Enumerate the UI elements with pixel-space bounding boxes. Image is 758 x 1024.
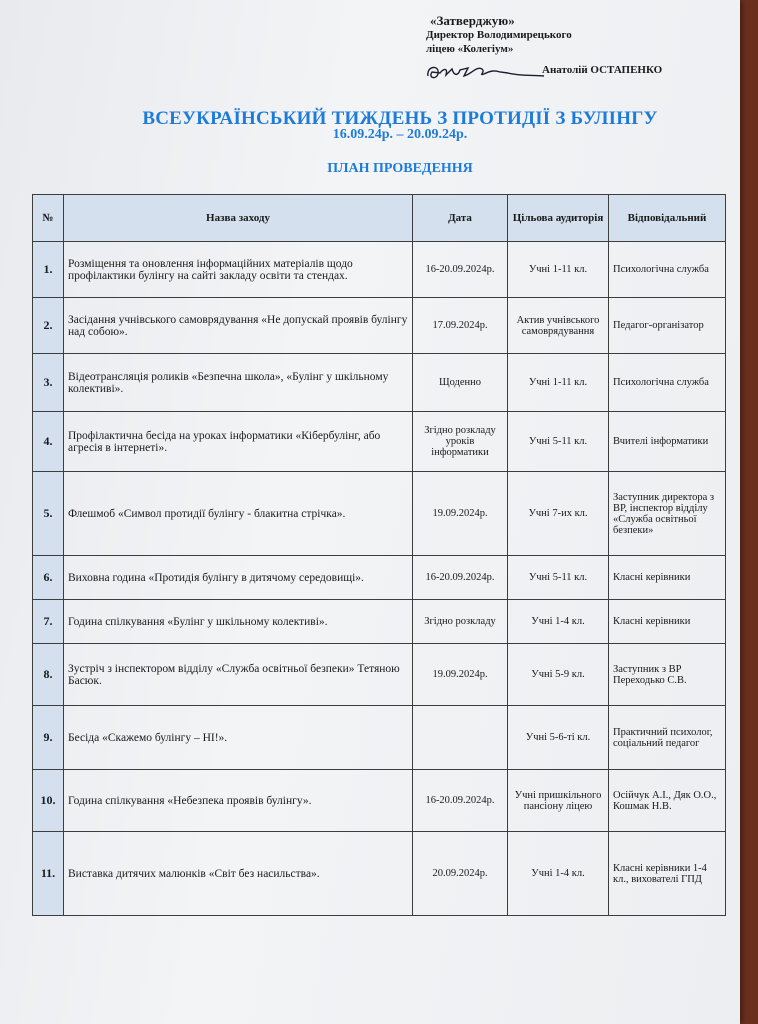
row-audience: Учні 1-4 кл. [508,600,609,644]
row-responsible: Класні керівники [609,600,726,644]
row-date [413,706,508,770]
signatory-name: Анатолій ОСТАПЕНКО [542,64,663,76]
table-row [33,644,726,706]
row-audience: Учні 5-6-ті кл. [508,706,609,770]
row-responsible: Класні керівники 1-4 кл., вихователі ГПД [609,832,726,916]
row-responsible: Заступник з ВР Переходько С.В. [609,644,726,706]
row-date: 20.09.2024р. [413,832,508,916]
row-responsible: Вчителі інформатики [609,412,726,472]
row-date: 19.09.2024р. [413,472,508,556]
row-responsible: Осійчук А.І., Дяк О.О., Кошмак Н.В. [609,770,726,832]
row-responsible: Психологічна служба [609,354,726,412]
row-name: Профілактична бесіда на уроках інформатики «Кібербулінг, або агресія в інтернеті». [64,412,413,472]
table-row [33,832,726,916]
table-row [33,472,726,556]
row-audience: Учні пришкільного пансіону ліцею [508,770,609,832]
row-num: 1. [33,242,64,298]
row-name: Флешмоб «Символ протидії булінгу - блакитна стрічка». [64,472,413,556]
table-row [33,354,726,412]
row-audience: Учні 7-их кл. [508,472,609,556]
row-num: 3. [33,354,64,412]
row-audience: Учні 5-9 кл. [508,644,609,706]
row-name: Розміщення та оновлення інформаційних матеріалів щодо профілактики булінгу на сайті закладу освіти та стендах. [64,242,413,298]
row-num: 6. [33,556,64,600]
row-num: 4. [33,412,64,472]
table-row [33,600,726,644]
row-responsible: Заступник директора з ВР, інспектор відділу «Служба освітньої безпеки» [609,472,726,556]
row-audience: Актив учнівського самоврядування [508,298,609,354]
header-num: № [33,195,64,242]
approval-org: ліцею «Колегіум» [426,43,514,55]
signature-icon [424,60,544,84]
table-row [33,298,726,354]
row-name: Виховна година «Протидія булінгу в дитячому середовищі». [64,556,413,600]
approval-position: Директор Володимирецького [426,29,572,41]
table-row [33,556,726,600]
row-responsible: Практичний психолог, соціальний педагог [609,706,726,770]
header-date: Дата [413,195,508,242]
document-title: ВСЕУКРАЇНСЬКИЙ ТИЖДЕНЬ З ПРОТИДІЇ З БУЛІНГУ [142,108,658,129]
row-date: Згідно розкладу уроків інформатики [413,412,508,472]
row-audience: Учні 5-11 кл. [508,412,609,472]
approval-block [426,14,726,56]
row-num: 7. [33,600,64,644]
row-num: 11. [33,832,64,916]
row-name: Відеотрансляція роликів «Безпечна школа», «Булінг у шкільному колективі». [64,354,413,412]
row-name: Зустріч з інспектором відділу «Служба освітньої безпеки» Тетяною Басюк. [64,644,413,706]
row-date: Щоденно [413,354,508,412]
header-responsible: Відповідальний [609,195,726,242]
row-name: Година спілкування «Булінг у шкільному колективі». [64,600,413,644]
table-row [33,706,726,770]
row-date: 17.09.2024р. [413,298,508,354]
plan-heading: ПЛАН ПРОВЕДЕННЯ [327,161,473,176]
header-name: Назва заходу [64,195,413,242]
row-name: Засідання учнівського самоврядування «Не допускай проявів булінгу над собою». [64,298,413,354]
row-date: 16-20.09.2024р. [413,770,508,832]
table-row [33,242,726,298]
header-audience: Цільова аудиторія [508,195,609,242]
row-audience: Учні 5-11 кл. [508,556,609,600]
table-header-row [33,195,726,242]
row-audience: Учні 1-4 кл. [508,832,609,916]
table-row [33,770,726,832]
signature-row [424,60,734,84]
row-date: 16-20.09.2024р. [413,556,508,600]
row-responsible: Класні керівники [609,556,726,600]
row-audience: Учні 1-11 кл. [508,354,609,412]
row-name: Година спілкування «Небезпека проявів булінгу». [64,770,413,832]
row-responsible: Педагог-організатор [609,298,726,354]
row-num: 5. [33,472,64,556]
approval-title: «Затверджую» [430,13,515,28]
row-responsible: Психологічна служба [609,242,726,298]
row-date: Згідно розкладу [413,600,508,644]
row-num: 2. [33,298,64,354]
row-date: 19.09.2024р. [413,644,508,706]
plan-table [32,194,726,916]
row-num: 10. [33,770,64,832]
row-num: 9. [33,706,64,770]
row-num: 8. [33,644,64,706]
row-audience: Учні 1-11 кл. [508,242,609,298]
document-dates: 16.09.24р. – 20.09.24р. [332,127,468,142]
row-name: Бесіда «Скажемо булінгу – НІ!». [64,706,413,770]
row-date: 16-20.09.2024р. [413,242,508,298]
table-row [33,412,726,472]
row-name: Виставка дитячих малюнків «Світ без насильства». [64,832,413,916]
